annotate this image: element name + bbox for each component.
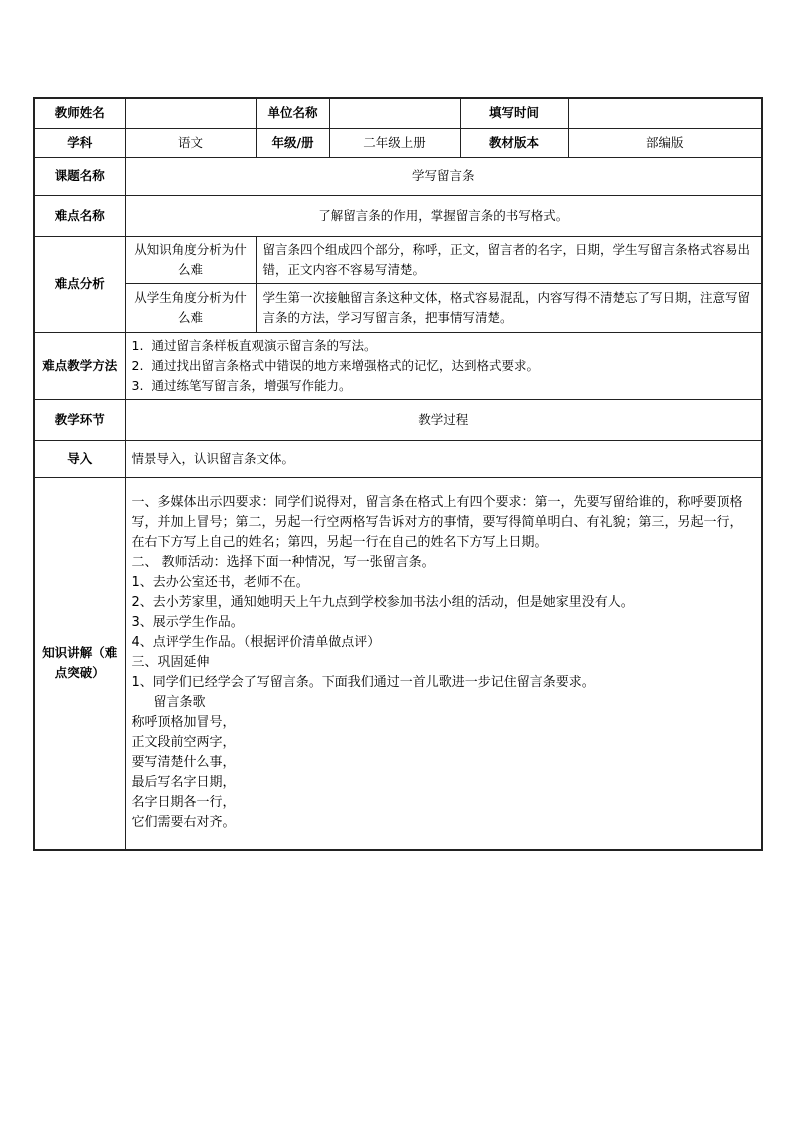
explain-line: 2、去小芳家里，通知她明天上午九点到学校参加书法小组的活动，但是她家里没有人。 [131, 595, 634, 611]
method-item: 3. 通过练笔写留言条，增强写作能力。 [131, 377, 352, 393]
intro-value: 情景导入，认识留言条文体。 [125, 440, 762, 477]
explain-line: 1、同学们已经学会了写留言条。下面我们通过一首儿歌进一步记住留言条要求。 [131, 675, 595, 691]
explain-content [125, 477, 762, 850]
subject-row [34, 128, 762, 157]
topic-label: 课题名称 [34, 157, 125, 195]
topic-value: 学写留言条 [125, 157, 762, 195]
edition-value: 部编版 [568, 128, 762, 157]
knowledge-angle-value: 留言条四个组成四个部分，称呼，正文，留言者的名字，日期，学生写留言条格式容易出错，正文内容不容易写清楚。 [256, 236, 762, 283]
topic-row [34, 157, 762, 195]
header-row [34, 98, 762, 128]
explain-line: 1、去办公室还书，老师不在。 [131, 575, 309, 591]
unit-name-label: 单位名称 [256, 98, 329, 128]
explain-line: 二、 教师活动：选择下面一种情况，写一张留言条。 [131, 555, 435, 571]
grade-label: 年级/册 [256, 128, 329, 157]
explain-row [34, 477, 762, 850]
method-row [34, 332, 762, 399]
song-line: 它们需要右对齐。 [131, 815, 236, 831]
lesson-form-table [33, 97, 763, 851]
difficulty-row [34, 195, 762, 236]
knowledge-angle-label: 从知识角度分析为什么难 [125, 236, 256, 283]
difficulty-label: 难点名称 [34, 195, 125, 236]
teacher-name-label: 教师姓名 [34, 98, 125, 128]
edition-label: 教材版本 [460, 128, 568, 157]
explain-line: 三、巩固延伸 [131, 655, 210, 671]
song-line: 正文段前空两字， [131, 735, 236, 751]
process-step-label: 教学环节 [34, 399, 125, 440]
analysis-label: 难点分析 [34, 236, 125, 332]
analysis-knowledge-row [34, 236, 762, 283]
difficulty-value: 了解留言条的作用，掌握留言条的书写格式。 [125, 195, 762, 236]
process-title: 教学过程 [125, 399, 762, 440]
fill-time-label: 填写时间 [460, 98, 568, 128]
student-angle-label: 从学生角度分析为什么难 [125, 283, 256, 332]
song-line: 要写清楚什么事， [131, 755, 236, 771]
song-title: 留言条歌 [153, 695, 206, 711]
analysis-student-row [34, 283, 762, 332]
subject-value: 语文 [125, 128, 256, 157]
unit-name-value [329, 98, 460, 128]
song-line: 最后写名字日期， [131, 775, 236, 791]
process-header-row [34, 399, 762, 440]
intro-row [34, 440, 762, 477]
intro-label: 导入 [34, 440, 125, 477]
subject-label: 学科 [34, 128, 125, 157]
grade-value: 二年级上册 [329, 128, 460, 157]
method-item: 1. 通过留言条样板直观演示留言条的写法。 [131, 337, 377, 353]
method-item: 2. 通过找出留言条格式中错误的地方来增强格式的记忆，达到格式要求。 [131, 357, 540, 373]
method-list [125, 332, 762, 399]
fill-time-value [568, 98, 762, 128]
explain-line: 4、点评学生作品。（根据评价清单做点评） [131, 635, 381, 651]
method-label: 难点教学方法 [34, 332, 125, 399]
explain-line: 一、多媒体出示四要求：同学们说得对，留言条在格式上有四个要求：第一，先要写留给谁的，称呼要顶格写，并加上冒号；第二，另起一行空两格写告诉对方的事情，要写得简单明白、有礼貌；第三，另起一行，在右下方写上自己的姓名；第四，另起一行在自己的姓名下方写上日期。 [131, 495, 743, 551]
student-angle-value: 学生第一次接触留言条这种文体，格式容易混乱，内容写得不清楚忘了写日期，注意写留言条的方法，学习写留言条，把事情写清楚。 [256, 283, 762, 332]
song-line: 称呼顶格加冒号， [131, 715, 236, 731]
song-line: 名字日期各一行， [131, 795, 236, 811]
explain-line: 3、展示学生作品。 [131, 615, 244, 631]
explain-label: 知识讲解（难点突破） [34, 477, 125, 850]
teacher-name-value [125, 98, 256, 128]
